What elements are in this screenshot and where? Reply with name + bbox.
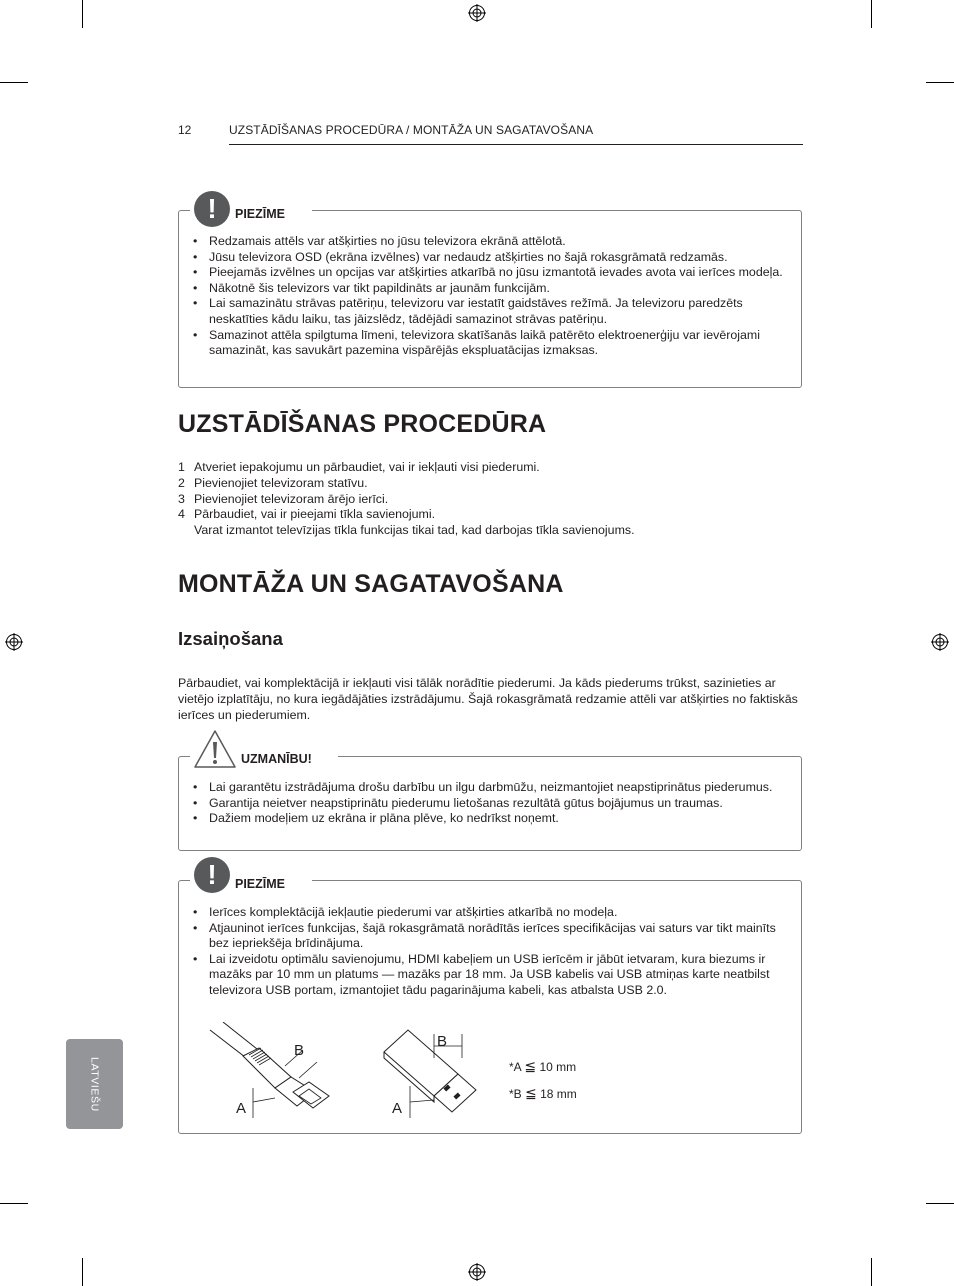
step-number: 2 (178, 475, 185, 490)
step-item (178, 460, 798, 476)
list-item: • Redzamais attēls var atšķirties no jūsu televizora ekrānā attēlotā. (192, 234, 792, 250)
crop-mark (0, 1203, 28, 1204)
note-list (192, 234, 792, 359)
note-label: PIEZĪME (231, 877, 291, 891)
registration-mark-icon (468, 1263, 486, 1281)
list-item: • Lai izveidotu optimālu savienojumu, HDMI kabeļiem un USB ierīcēm ir jābūt ietvaram, kura biezums ir mazāks par 10 mm un platums — mazāks par 18 mm. Ja USB kabelis vai USB atmiņas karte neatbilst televizora USB portam, izmantojiet tādu pagarinājuma kabeli, kas atbalsta USB 2.0. (192, 952, 792, 999)
crop-mark (926, 82, 954, 83)
header-rule (229, 144, 803, 145)
language-tab-label: LATVIEŠU (88, 1056, 101, 1112)
note-exclamation-icon (194, 857, 230, 893)
list-item: • Nākotnē šis televizors var tikt papildināts ar jaunām funkcijām. (192, 281, 792, 297)
registration-mark-icon (931, 633, 949, 651)
subsection-title: Izsaiņošana (178, 628, 283, 649)
section-title: UZSTĀDĪŠANAS PROCEDŪRA (178, 410, 547, 438)
language-tab (66, 1039, 123, 1129)
caution-triangle-icon (193, 729, 237, 769)
registration-mark-icon (5, 633, 23, 651)
caution-list (192, 780, 792, 827)
less-or-equal-symbol: ≦ (524, 1058, 537, 1074)
caution-label: UZMANĪBU! (237, 752, 318, 766)
crop-mark (82, 0, 83, 28)
crop-mark (82, 1258, 83, 1286)
step-note: Varat izmantot televīzijas tīkla funkcijas tikai tad, kad darbojas tīkla savienojums. (194, 523, 635, 538)
less-or-equal-symbol: ≦ (525, 1085, 537, 1101)
note-label: PIEZĪME (231, 207, 291, 221)
list-item: • Pieejamās izvēlnes un opcijas var atšķirties atkarībā no jūsu izmantotā ievades avota vai ierīces modeļa. (192, 265, 792, 281)
list-item: • Samazinot attēla spilgtuma līmeni, televizora skatīšanās laikā patērēto elektroenerģiju var ievērojami samazināt, kas savukārt pazemina vispārējās ekspluatācijas izmaksas. (192, 328, 792, 359)
dimension-a-spec (509, 1058, 576, 1075)
list-item: • Garantija neietver neapstiprinātu piederumu lietošanas rezultātā gūtus bojājumus un traumas. (192, 796, 792, 812)
step-number: 1 (178, 460, 185, 474)
dimension-b-value: 18 mm (540, 1087, 577, 1101)
step-number: 3 (178, 491, 185, 506)
dimension-b-spec (509, 1085, 577, 1102)
hdmi-dimension-b-label: B (294, 1042, 305, 1059)
usb-dimension-b-label: B (437, 1033, 448, 1050)
list-item: • Dažiem modeļiem uz ekrāna ir plāna plēve, ko nedrīkst noņemt. (192, 811, 792, 827)
section-title: MONTĀŽA UN SAGATAVOŠANA (178, 570, 564, 598)
note-list (192, 905, 792, 999)
dimension-a-name: *A (509, 1060, 522, 1074)
note-exclamation-icon (194, 191, 230, 227)
step-item (178, 492, 798, 508)
usb-dimension-a-label: A (392, 1100, 403, 1117)
crop-mark (926, 1203, 954, 1204)
crop-mark (871, 1258, 872, 1286)
page-number: 12 (178, 123, 192, 137)
hdmi-dimension-a-label: A (236, 1100, 247, 1117)
list-item: • Lai garantētu izstrādājuma drošu darbību un ilgu darbmūžu, neizmantojiet neapstiprinātus piederumus. (192, 780, 792, 796)
step-text: Pārbaudiet, vai ir pieejami tīkla savienojumi. (194, 507, 436, 522)
step-number: 4 (178, 507, 185, 522)
list-item: • Atjauninot ierīces funkcijas, šajā rokasgrāmatā norādītās ierīces specifikācijas vai saturs var tikt mainīts bez iepriekšēja brīdinājuma. (192, 921, 792, 952)
list-item: • Lai samazinātu strāvas patēriņu, televizoru var iestatīt gaidstāves režīmā. Ja televizoru paredzēts neskatīties kādu laiku, tas jāizslēdz, tādējādi samazinot strāvas patēriņu. (192, 296, 792, 327)
step-text: Pievienojiet televizoram ārējo ierīci. (194, 491, 389, 506)
step-text: Atveriet iepakojumu un pārbaudiet, vai ir iekļauti visi piederumi. (194, 460, 540, 474)
dimension-a-value: 10 mm (539, 1060, 577, 1074)
hdmi-connector-illustration (205, 1022, 345, 1122)
running-title: UZSTĀDĪŠANAS PROCEDŪRA / MONTĀŽA UN SAGATAVOŠANA (229, 123, 594, 137)
list-item: • Jūsu televizora OSD (ekrāna izvēlnes) var nedaudz atšķirties no šajā rokasgrāmatā redzamās. (192, 250, 792, 266)
dimension-b-name: *B (509, 1087, 522, 1101)
step-text: Pievienojiet televizoram statīvu. (194, 475, 368, 490)
list-item: • Ierīces komplektācijā iekļautie piederumi var atšķirties atkarībā no modeļa. (192, 905, 792, 921)
step-item (178, 476, 798, 492)
step-item (178, 507, 798, 539)
unpacking-paragraph: Pārbaudiet, vai komplektācijā ir iekļauti visi tālāk norādītie piederumi. Ja kāds piederums trūkst, sazinieties ar vietējo izplatītāju, no kura iegādājāties izstrādājumu. Šajā rokasgrāmatā redzamie attēli var atšķirties no faktiskās ierīces un piederumiem. (178, 676, 798, 722)
registration-mark-icon (468, 4, 486, 22)
procedure-steps (178, 460, 798, 539)
crop-mark (0, 82, 28, 83)
crop-mark (871, 0, 872, 28)
